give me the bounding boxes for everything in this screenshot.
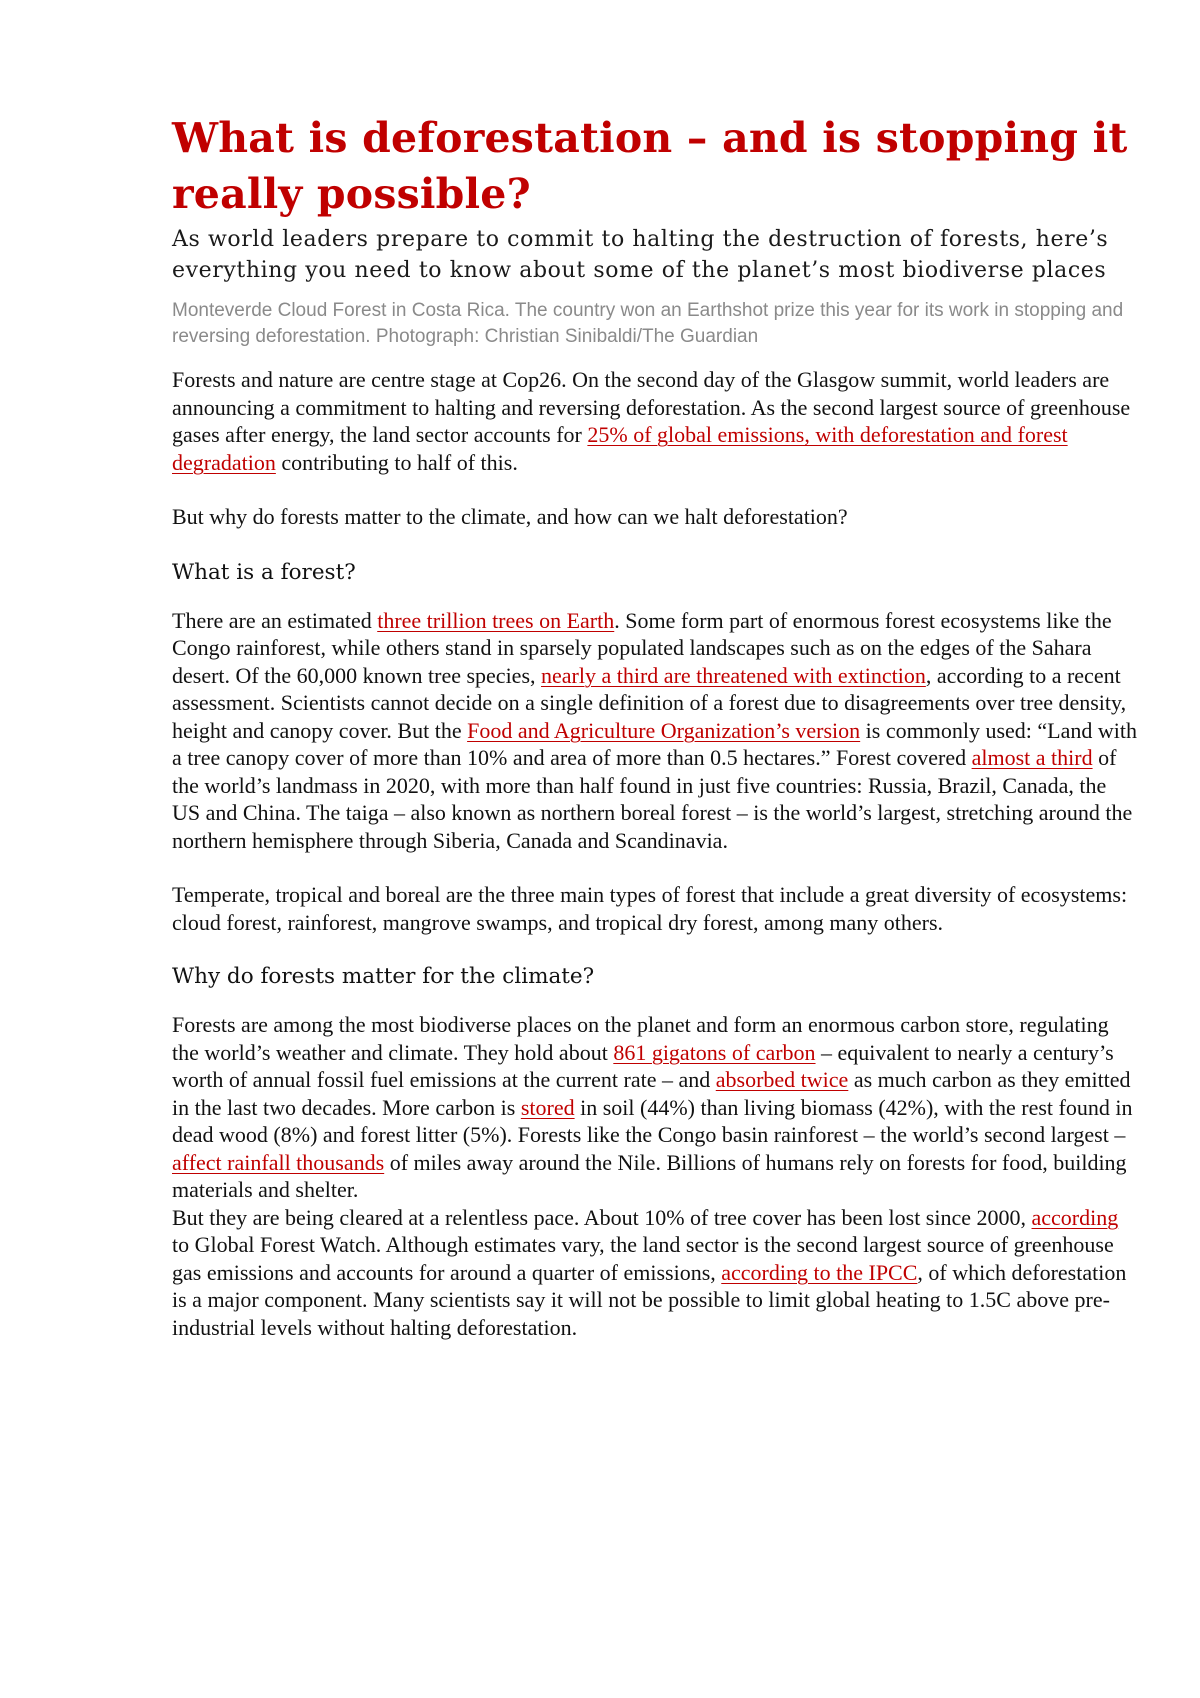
link-threatened-species[interactable]: nearly a third are threatened with extinction (541, 662, 926, 688)
section-heading-what-is-forest: What is a forest? (172, 559, 356, 585)
photo-caption: Monteverde Cloud Forest in Costa Rica. The country won an Earthshot prize this year for its work in stopping and reversing deforestation. Photograph: Christian Sinibaldi/The Guardian (172, 300, 1124, 347)
link-stored[interactable]: stored (520, 1094, 575, 1120)
link-according-ipcc[interactable]: according to the IPCC (721, 1259, 918, 1285)
link-fao-definition[interactable]: Food and Agriculture Organization’s version (467, 717, 861, 743)
paragraph-question: But why do forests matter to the climate, and how can we halt deforestation? (172, 504, 848, 529)
article (172, 110, 1137, 1341)
text-run: , of which deforestation is a major component. Many scientists say it will not be possible to limit global heating to 1.5C above pre-industrial levels without halting deforestation. (172, 1259, 1127, 1340)
text-run: There are an estimated (172, 607, 378, 633)
text-run: in soil (44%) than living biomass (42%), with the rest found in dead wood (8%) and forest litter (5%). Forests like the Congo basin rainforest – the world’s second largest – (172, 1094, 1133, 1147)
text-run: , according to a recent assessment. Scientists cannot decide on a single definition of a forest due to disagreements over tree density, height and canopy cover. But the (172, 662, 1127, 743)
article-title: What is deforestation – and is stopping it really possible? (172, 114, 1128, 218)
text-run: But they are being cleared at a relentless pace. About 10% of tree cover has been lost since 2000, (172, 1204, 1032, 1230)
paragraph-forest-definition (172, 607, 1137, 855)
text-run: Forests and nature are centre stage at Cop26. On the second day of the Glasgow summit, world leaders are announcing a commitment to halting and reversing deforestation. As the second largest source of greenhouse gases after energy, the land sector accounts for (172, 367, 1131, 447)
paragraph-intro (172, 366, 1137, 476)
text-run: of miles away around the Nile. Billions of humans rely on forests for food, building materials and shelter. (172, 1149, 1127, 1202)
link-absorbed-twice[interactable]: absorbed twice (715, 1067, 849, 1092)
link-global-emissions[interactable]: 25% of global emissions, with deforestation and forest degradation (172, 422, 1068, 475)
link-affect-rainfall[interactable]: affect rainfall thousands (172, 1149, 385, 1175)
text-run: is commonly used: “Land with a tree canopy cover of more than 10% and area of more than 0.5 hectares.” Forest covered (172, 717, 1137, 770)
paragraph-carbon-store (172, 1011, 1137, 1341)
link-according-gfw[interactable]: according (1031, 1204, 1119, 1230)
paragraph-forest-types: Temperate, tropical and boreal are the three main types of forest that include a great diversity of ecosystems: cloud forest, rainforest, mangrove swamps, and tropical dry forest, among many others. (172, 882, 1128, 935)
text-run: Forests are among the most biodiverse places on the planet and form an enormous carbon store, regulating the world’s weather and climate. They hold about (172, 1012, 1109, 1065)
article-standfirst: As world leaders prepare to commit to halting the destruction of forests, here’s everything you need to know about some of the planet’s most biodiverse places (172, 227, 1109, 283)
section-heading-forests-climate: Why do forests matter for the climate? (172, 964, 595, 989)
text-run: . Some form part of enormous forest ecosystems like the Congo rainforest, while others stand in sparsely populated landscapes such as on the edges of the Sahara desert. Of the 60,000 known tree species, (172, 607, 1112, 688)
link-three-trillion-trees[interactable]: three trillion trees on Earth (377, 607, 615, 633)
text-run: – equivalent to nearly a century’s worth of annual fossil fuel emissions at the current rate – and (172, 1039, 1114, 1092)
link-861-gigatons[interactable]: 861 gigatons of carbon (613, 1039, 816, 1065)
link-almost-a-third[interactable]: almost a third (971, 745, 1093, 770)
text-run: contributing to half of this. (275, 449, 518, 475)
text-run: as much carbon as they emitted in the last two decades. More carbon is (172, 1067, 1131, 1120)
text-run: to Global Forest Watch. Although estimates vary, the land sector is the second largest source of greenhouse gas emissions and accounts for around a quarter of emissions, (172, 1232, 1114, 1285)
text-run: of the world’s landmass in 2020, with more than half found in just five countries: Russia, Brazil, Canada, the US and China. The taiga – also known as northern boreal forest – is the world’s largest, stretching around the northern hemisphere through Siberia, Canada and Scandinavia. (172, 745, 1133, 853)
